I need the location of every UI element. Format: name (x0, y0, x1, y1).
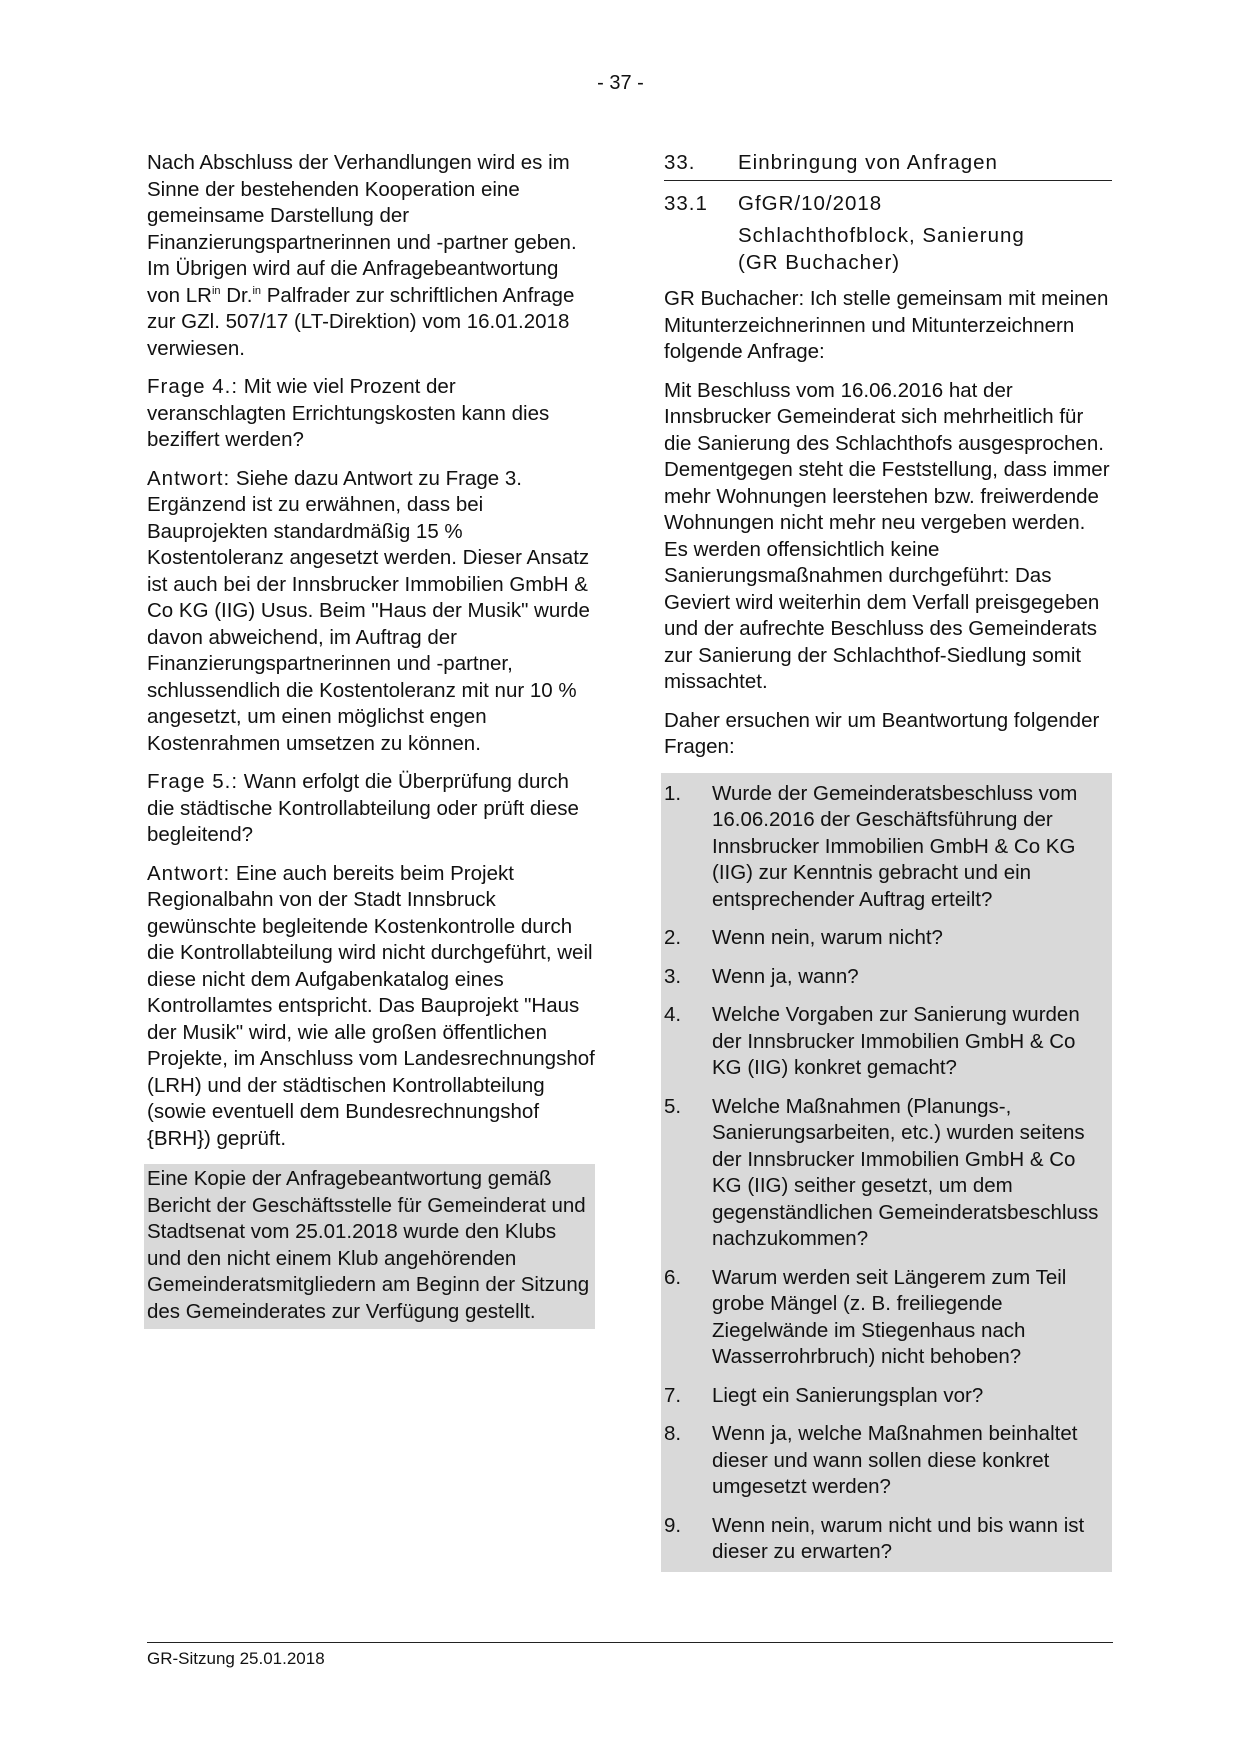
list-item: 4. Welche Vorgaben zur Sanierung wurden der Innsbrucker Immobilien GmbH & Co KG (IIG) konkret gemacht? (664, 1003, 1080, 1079)
request-paragraph: Daher ersuchen wir um Beantwortung folgender Fragen: (664, 708, 1100, 758)
right-column (664, 150, 1112, 1572)
section-title: Einbringung von Anfragen (738, 151, 998, 174)
page-footer: GR-Sitzung 25.01.2018 (147, 1642, 1113, 1669)
list-item: 9. Wenn nein, warum nicht und bis wann ist dieser zu erwarten? (664, 1513, 1085, 1563)
subsection-heading (664, 191, 1112, 218)
list-item: 3. Wenn ja, wann? (664, 964, 859, 988)
subsection-code: GfGR/10/2018 (738, 191, 883, 215)
question-4-label: Frage 4.: (147, 375, 239, 398)
context-paragraph: Mit Beschluss vom 16.06.2016 hat der Innsbrucker Gemeinderat sich mehrheitlich für die Sanierung des Schlachthofs ausgesprochen. Dementgegen steht die Feststellung, dass immer mehr Wohnungen leerstehen bzw. freiwerdende Wohnungen nicht mehr neu vergeben werden. Es werden offensichtlich keine Sanierungsmaßnahmen durchgeführt: Das Geviert wird weiterhin dem Verfall preisgegeben und der aufrechte Beschluss des Gemeinderats zur Sanierung der Schlachthof-Siedlung somit missachtet. (664, 378, 1110, 693)
section-heading (664, 150, 1112, 181)
list-item: 5. Welche Maßnahmen (Planungs-, Sanierungsarbeiten, etc.) wurden seitens der Innsbrucker Immobilien GmbH & Co KG (IIG) seither gesetzt, um dem gegenständlichen Gemeinderatsbeschluss nachzukommen? (664, 1094, 1099, 1250)
distribution-note: Eine Kopie der Anfragebeantwortung gemäß Bericht der Geschäftsstelle für Gemeinderat und Stadtsenat vom 25.01.2018 wurde den Klubs und den nicht einem Klub angehörenden Gemeinderatsmitgliedern am Beginn der Sitzung des Gemeinderates zur Verfügung gestellt. (144, 1164, 595, 1329)
answer-4-label: Antwort: (147, 466, 231, 490)
list-item: 1. Wurde der Gemeinderatsbeschluss vom 16.06.2016 der Geschäftsführung der Innsbrucker Immobilien GmbH & Co KG (IIG) zur Kenntnis gebracht und ein entsprechender Auftrag erteilt? (664, 781, 1078, 911)
question-4: Frage 4.: Mit wie viel Prozent der veranschlagten Errichtungskosten kann dies beziffert werden? (147, 375, 550, 451)
subsection-number: 33.1 (664, 191, 708, 215)
left-column (147, 150, 595, 1341)
list-item: 2. Wenn nein, warum nicht? (664, 926, 943, 949)
speaker-label: GR Buchacher: (664, 287, 805, 310)
intro-paragraph: Nach Abschluss der Verhandlungen wird es im Sinne der bestehenden Kooperation eine gemeinsame Darstellung der Finanzierungspartnerinnen und -partner geben. Im Übrigen wird auf die Anfragebeantwortung von $LR^{in}$ Dr.$^{in}$ Palfrader zur schriftlichen Anfrage zur GZl. 507/17 (LT-Direktion) vom 16.01.2018 verwiesen. (147, 151, 577, 360)
question-5-label: Frage 5.: (147, 770, 239, 793)
speaker-paragraph: GR Buchacher: Ich stelle gemeinsam mit meinen Mitunterzeichnerinnen und Mitunterzeichnern folgende Anfrage: (664, 287, 1109, 363)
answer-5-label: Antwort: (147, 861, 231, 885)
section-number: 33. (664, 151, 696, 174)
subsection-title: Schlachthofblock, Sanierung (GR Buchacher) (738, 224, 1025, 274)
list-item: 7. Liegt ein Sanierungsplan vor? (664, 1383, 984, 1407)
question-list (661, 773, 1112, 1572)
list-item: 6. Warum werden seit Längerem zum Teil grobe Mängel (z. B. freiliegende Ziegelwände im Stiegenhaus nach Wasserrohrbruch) nicht behoben? (664, 1265, 1067, 1368)
answer-5: Antwort: Eine auch bereits beim Projekt Regionalbahn von der Stadt Innsbruck gewünschte begleitende Kostenkontrolle durch die Kontrollabteilung wird nicht durchgeführt, weil diese nicht dem Aufgabenkatalog eines Kontrollamtes entspricht. Das Bauprojekt "Haus der Musik" wird, wie alle großen öffentlichen Projekte, im Anschluss vom Landesrechnungshof (LRH) und der städtischen Kontrollabteilung (sowie eventuell dem Bundesrechnungshof {BRH}) geprüft. (147, 861, 595, 1150)
answer-4: Antwort: Siehe dazu Antwort zu Frage 3. Ergänzend ist zu erwähnen, dass bei Bauprojekten standardmäßig 15 % Kostentoleranz angesetzt werden. Dieser Ansatz ist auch bei der Innsbrucker Immobilien GmbH & Co KG (IIG) Usus. Beim "Haus der Musik" wurde davon abweichend, im Auftrag der Finanzierungspartnerinnen und -partner, schlussendlich die Kostentoleranz mit nur 10 % angesetzt, um einen möglichst engen Kostenrahmen umsetzen zu können. (147, 466, 590, 755)
question-5: Frage 5.: Wann erfolgt die Überprüfung durch die städtische Kontrollabteilung oder prüft diese begleitend? (147, 770, 579, 846)
page-number: - 37 - (597, 72, 644, 94)
list-item: 8. Wenn ja, welche Maßnahmen beinhaltet dieser und wann sollen diese konkret umgesetzt werden? (664, 1422, 1078, 1498)
